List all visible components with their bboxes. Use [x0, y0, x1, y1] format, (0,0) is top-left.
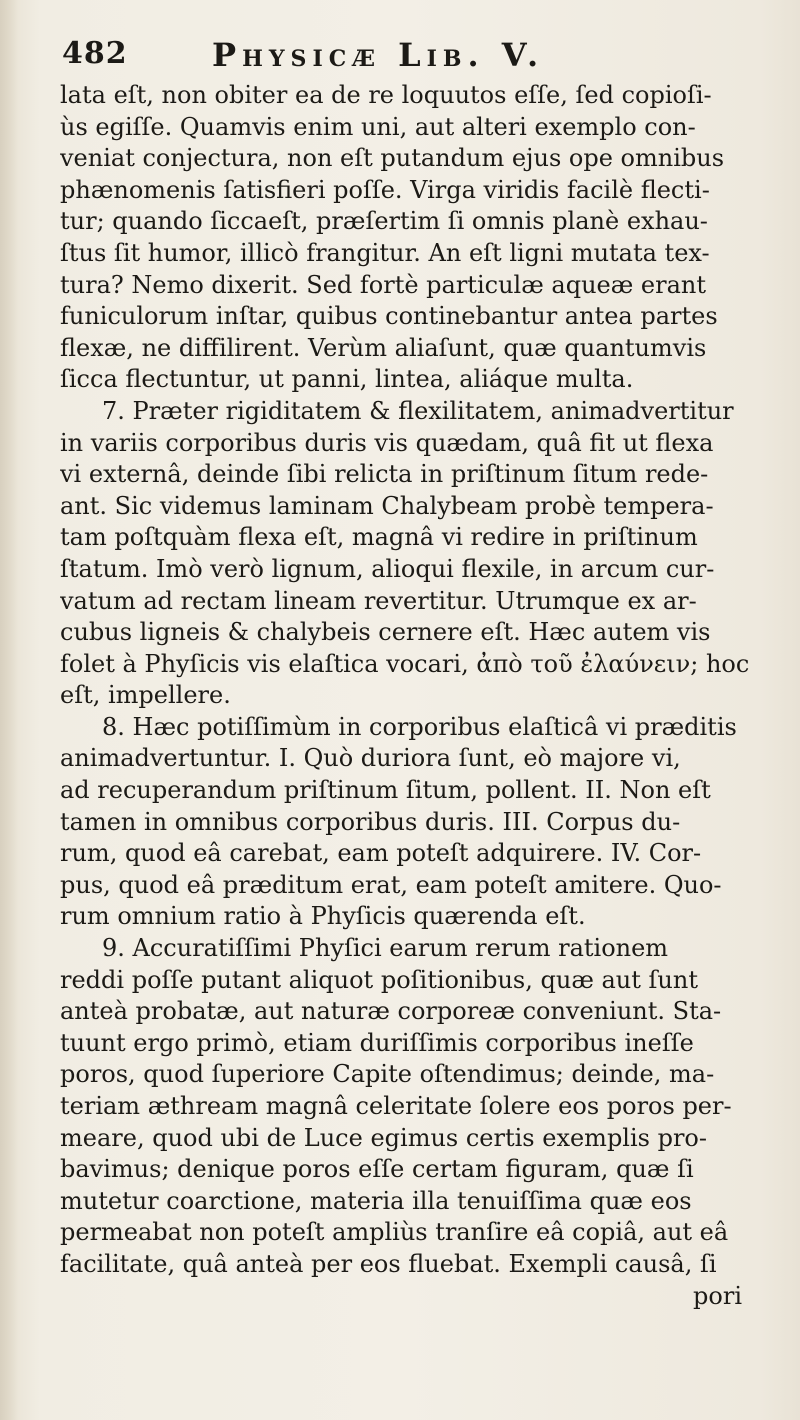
text-line: folet à Phyſicis vis elaſtica vocari, ἀπὸ τοῦ ἐλαύνειν; hoc	[60, 649, 750, 678]
text-line: mutetur coarctione, materia illa tenuiſſima quæ eos	[60, 1186, 692, 1215]
text-line: poros, quod ſuperiore Capite oſtendimus; deinde, ma-	[60, 1060, 715, 1089]
catchword: pori	[693, 1281, 742, 1310]
text-line: tura? Nemo dixerit. Sed fortè particulæ aqueæ erant	[60, 270, 706, 299]
text-line: facilitate, quâ anteà per eos fluebat. Exempli causâ, ſi	[60, 1249, 717, 1278]
text-line: vatum ad rectam lineam revertitur. Utrumque ex ar-	[60, 586, 697, 615]
text-line: ad recuperandum priſtinum ſitum, pollent. II. Non eſt	[60, 776, 711, 805]
body-text	[60, 80, 760, 1312]
text-line: tamen in omnibus corporibus duris. III. Corpus du-	[60, 807, 681, 836]
text-line: ſtus ſit humor, illicò frangitur. An eſt ligni mutata tex-	[60, 238, 710, 267]
text-line: permeabat non poteſt ampliùs tranſire eâ copiâ, aut eâ	[60, 1218, 729, 1247]
text-line: reddi poſſe putant aliquot poſitionibus, quæ aut ſunt	[60, 965, 698, 994]
text-line: tuunt ergo primò, etiam duriſſimis corporibus ineſſe	[60, 1028, 694, 1057]
text-line: animadvertuntur. I. Quò duriora ſunt, eò majore vi,	[60, 744, 681, 773]
text-line: eſt, impellere.	[60, 681, 231, 710]
text-line: lata eſt, non obiter ea de re loquutos eſſe, ſed copioſi-	[60, 81, 712, 109]
paragraph-start-8: 8. Hæc potiſſimùm in corporibus elaſticâ vi præditis	[102, 712, 737, 741]
text-line: pus, quod eâ præditum erat, eam poteſt amitere. Quo-	[60, 870, 722, 899]
text-line: vi externâ, deinde ſibi relicta in priſtinum ſitum rede-	[60, 460, 709, 489]
text-line: tam poſtquàm flexa eſt, magnâ vi redire in priſtinum	[60, 523, 698, 552]
text-line: meare, quod ubi de Luce egimus certis exemplis pro-	[60, 1123, 707, 1152]
text-line: rum, quod eâ carebat, eam poteſt adquirere. IV. Cor-	[60, 839, 702, 868]
text-line: anteà probatæ, aut naturæ corporeæ conveniunt. Sta-	[60, 997, 722, 1026]
text-line: funiculorum inſtar, quibus continebantur antea partes	[60, 302, 718, 331]
text-line: cubus ligneis & chalybeis cernere eſt. Hæc autem vis	[60, 618, 711, 647]
text-line: ſtatum. Imò verò lignum, alioqui flexile, in arcum cur-	[60, 554, 715, 583]
running-head: Physicæ Lib. V.	[212, 36, 545, 74]
page-gutter-shadow	[0, 0, 18, 1420]
text-line: flexæ, ne diffilirent. Verùm aliaſunt, quæ quantumvis	[60, 333, 707, 362]
text-line: phænomenis ſatisfieri poſſe. Virga viridis facilè flecti-	[60, 175, 710, 204]
text-line: bavimus; denique poros eſſe certam figuram, quæ ſi	[60, 1155, 694, 1184]
page-number: 482	[62, 36, 128, 71]
paragraph-start-7: 7. Præter rigiditatem & flexilitatem, animadvertitur	[102, 396, 734, 425]
text-line: ant. Sic videmus laminam Chalybeam probè tempera-	[60, 491, 714, 520]
text-line: teriam æthream magnâ celeritate ſolere eos poros per-	[60, 1092, 732, 1120]
text-line: in variis corporibus duris vis quædam, quâ fit ut flexa	[60, 428, 714, 457]
text-line: ùs egiſſe. Quamvis enim uni, aut alteri exemplo con-	[60, 112, 696, 141]
paragraph-start-9: 9. Accuratiſſimi Phyſici earum rerum rationem	[102, 934, 669, 963]
text-line: rum omnium ratio à Phyſicis quærenda eſt.	[60, 902, 586, 931]
text-line: tur; quando ſiccaeſt, præſertim ſi omnis planè exhau-	[60, 207, 708, 236]
text-line: veniat conjectura, non eſt putandum ejus ope omnibus	[60, 144, 725, 173]
text-line: ſicca flectuntur, ut panni, lintea, aliáque multa.	[60, 365, 634, 394]
page-header	[62, 36, 762, 80]
